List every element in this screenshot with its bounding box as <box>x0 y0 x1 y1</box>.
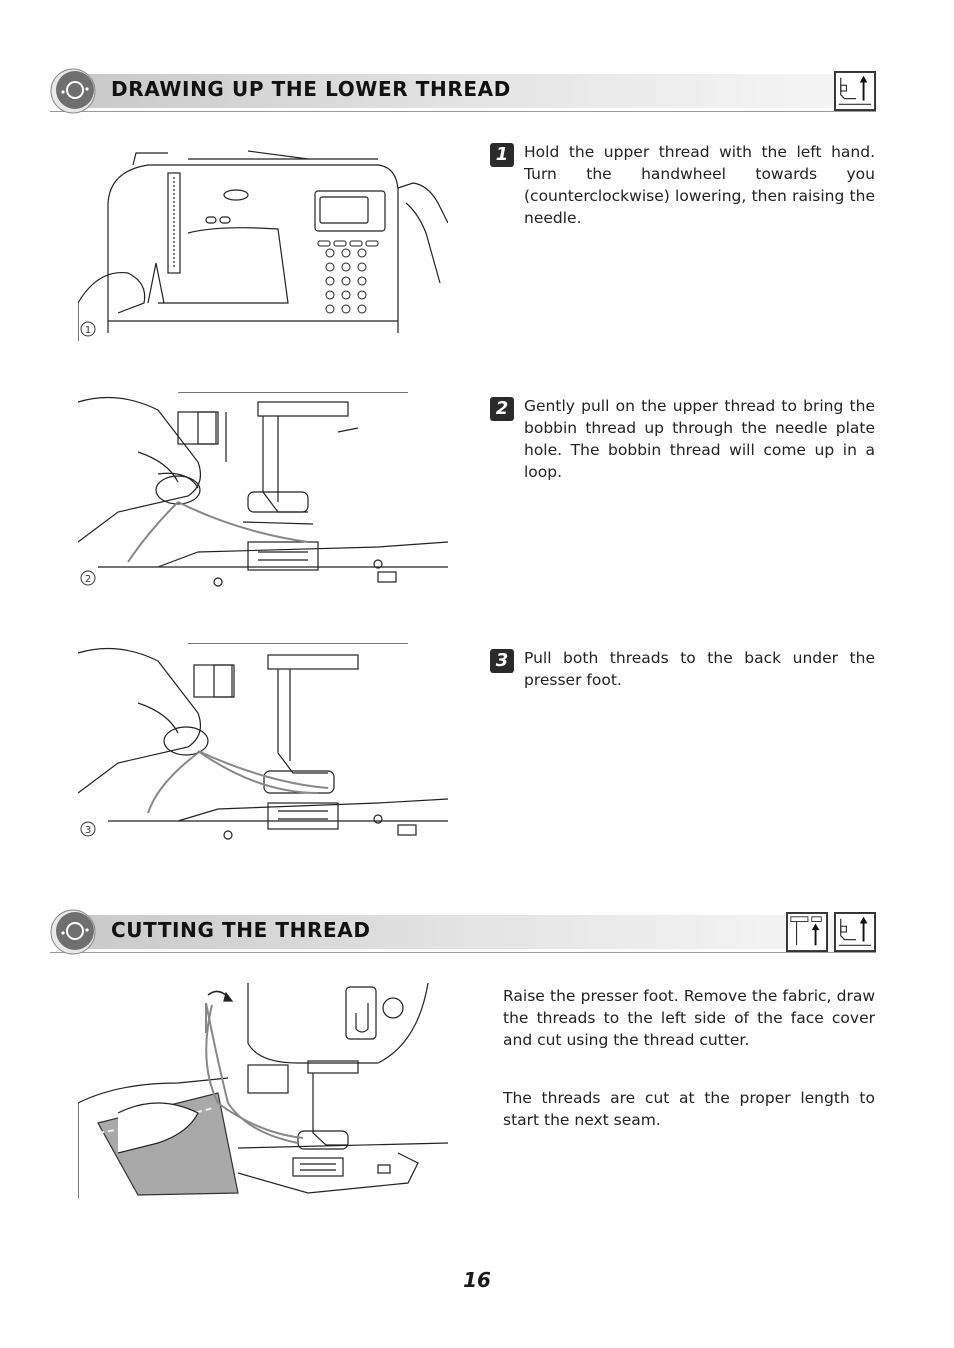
section-badge-icon <box>50 68 96 114</box>
step-text: Pull both threads to the back under the presser foot. <box>524 649 875 689</box>
section-title: DRAWING UP THE LOWER THREAD <box>111 77 511 101</box>
figure-threads-back <box>78 643 448 841</box>
figure-cut-thread <box>78 983 448 1198</box>
figure-sewing-machine <box>78 143 448 341</box>
section-icons <box>834 71 876 111</box>
figure-label: 1 <box>84 325 92 336</box>
step-number: 3 <box>490 649 514 673</box>
presser-foot-raise-icon <box>834 71 876 111</box>
step-number: 1 <box>490 143 514 167</box>
step-number: 2 <box>490 397 514 421</box>
figure-pull-thread <box>78 392 448 590</box>
section-icons <box>786 912 876 952</box>
presser-foot-raise-icon <box>834 912 876 952</box>
header-rule <box>50 952 876 953</box>
figure-label: 2 <box>84 574 92 585</box>
needle-up-icon <box>786 912 828 952</box>
step-text: Gently pull on the upper thread to bring the bobbin thread up through the needle plate hole. The bobbin thread will come up in a loop. <box>524 397 875 481</box>
cutting-paragraph: The threads are cut at the proper length to start the next seam. <box>503 1089 875 1129</box>
figure-label: 3 <box>84 825 92 836</box>
cutting-paragraph: Raise the presser foot. Remove the fabric, draw the threads to the left side of the face cover and cut using the thread cutter. <box>503 987 875 1049</box>
section-header-cutting <box>50 909 876 955</box>
header-rule <box>50 111 876 112</box>
section-title: CUTTING THE THREAD <box>111 918 371 942</box>
page-number: 16 <box>463 1268 491 1292</box>
section-header-drawing <box>50 68 876 114</box>
section-badge-icon <box>50 909 96 955</box>
step-text: Hold the upper thread with the left hand. Turn the handwheel towards you (counterclockwise) lowering, then raising the needle. <box>524 143 875 227</box>
